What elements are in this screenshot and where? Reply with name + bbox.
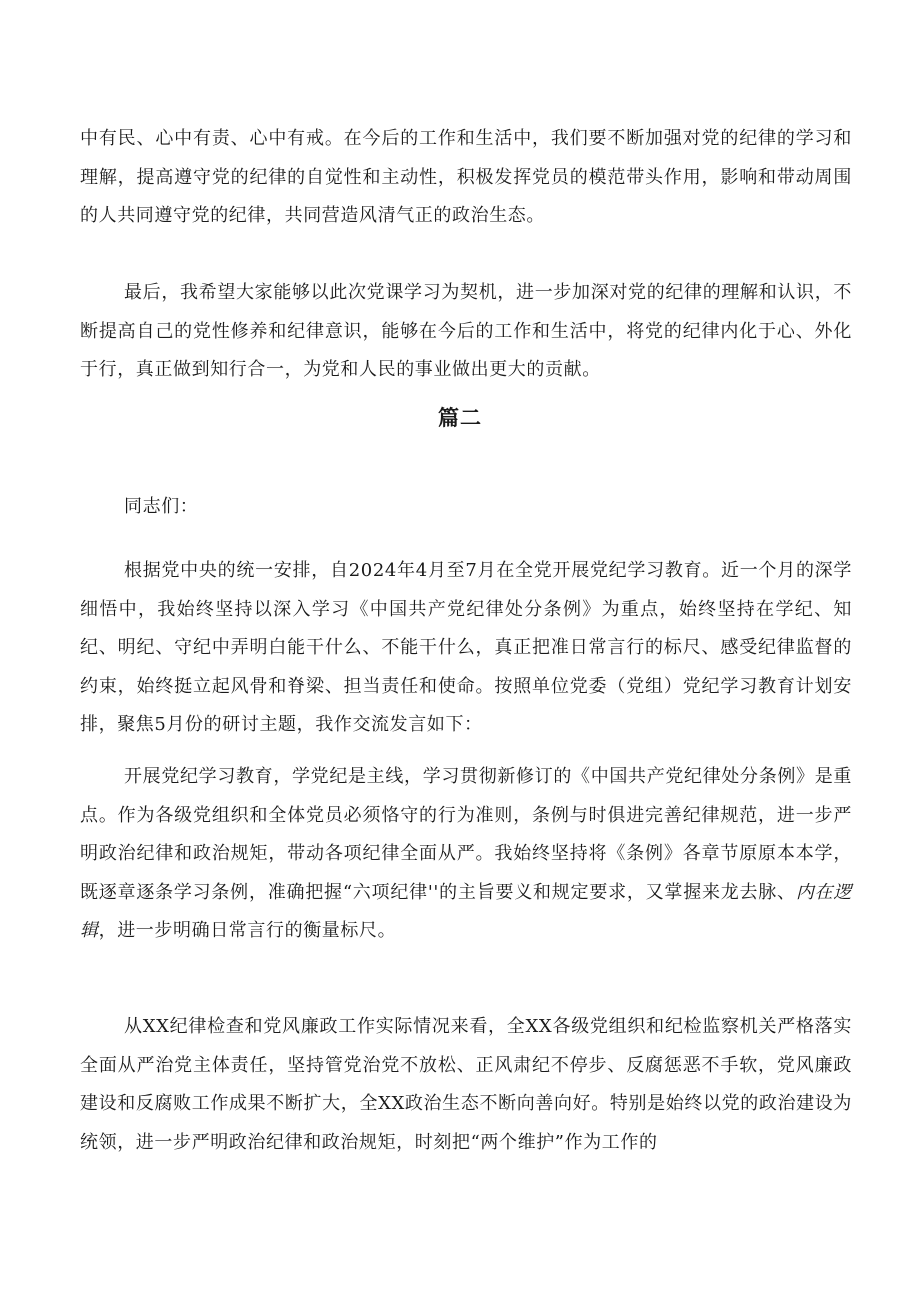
salutation: 同志们： <box>124 496 199 517</box>
italic-phrase: 内在逻辑 <box>80 881 852 941</box>
paragraph-study-text-end: ，进一步明确日常言行的衡量标尺。 <box>98 920 397 941</box>
paragraph-continued: 中有民、心中有责、心中有戒。在今后的工作和生活中，我们要不断加强对党的纪律的学习和理解，提高遵守党的纪律的自觉性和主动性，积极发挥党员的模范带头作用，影响和带动周围的人共同遵守党的纪律，共同营造风清气正的政治生态。 <box>80 128 852 226</box>
paragraph-study-text: 开展党纪学习教育，学党纪是主线，学习贯彻新修订的《中国共产党纪律处分条例》是重点。作为各级党组织和全体党员必须恪守的行为准则，条例与时俱进完善纪律规范，进一步严明政治纪律和政治规矩，带动各项纪律全面从严。我始终坚持将《条例》各章节原原本本学，既逐章逐条学习条例，准确把握“六项纪律''的主旨要义和规定要求，又掌握来龙去脉、 <box>80 766 852 903</box>
paragraph-situation: 从XX纪律检查和党风廉政工作实际情况来看，全XX各级党组织和纪检监察机关严格落实全面从严治党主体责任，坚持管党治党不放松、正风肃纪不停步、反腐惩恶不手软，党风廉政建设和反腐败工作成果不断扩大，全XX政治生态不断向善向好。特别是始终以党的政治建设为统领，进一步严明政治纪律和政治规矩，时刻把“两个维护”作为工作的 <box>80 1016 852 1153</box>
paragraph-closing: 最后，我希望大家能够以此次党课学习为契机，进一步加深对党的纪律的理解和认识，不断提高自己的党性修养和纪律意识，能够在今后的工作和生活中，将党的纪律内化于心、外化于行，真正做到知行合一，为党和人民的事业做出更大的贡献。 <box>80 282 852 380</box>
paragraph-study <box>80 758 852 951</box>
section-title: 篇二 <box>438 405 482 430</box>
paragraph-intro: 根据党中央的统一安排，自2024年4月至7月在全党开展党纪学习教育。近一个月的深学细悟中，我始终坚持以深入学习《中国共产党纪律处分条例》为重点，始终坚持在学纪、知纪、明纪、守纪中弄明白能干什么、不能干什么，真正把准日常言行的标尺、感受纪律监督的约束，始终挺立起风骨和脊梁、担当责任和使命。按照单位党委（党组）党纪学习教育计划安排，聚焦5月份的研讨主题，我作交流发言如下： <box>80 560 852 735</box>
